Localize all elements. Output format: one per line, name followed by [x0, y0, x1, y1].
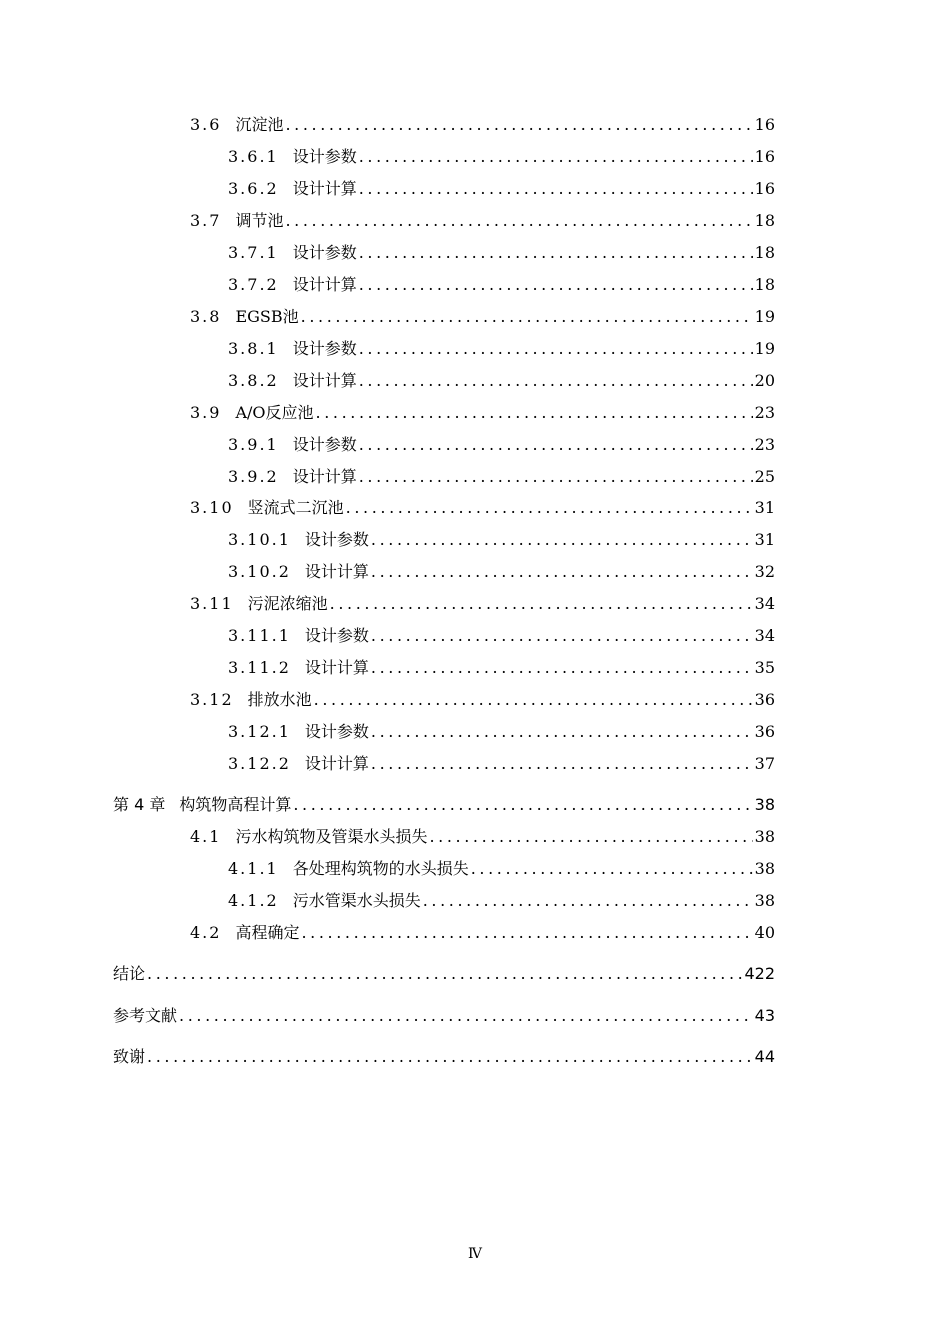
toc-entry-number: 3.6.2 — [228, 179, 279, 198]
toc-entry-page: 38 — [754, 795, 775, 814]
toc-entry-number: 3.11 — [190, 594, 234, 613]
toc-entry-number: 3.10.1 — [228, 530, 291, 549]
toc-entry-title: 构筑物高程计算 — [179, 795, 292, 814]
toc-entry-number: 3.12 — [190, 690, 234, 709]
toc-entry-page: 36 — [754, 690, 775, 709]
toc-entry-page: 422 — [744, 964, 775, 983]
toc-entry-page: 19 — [754, 339, 775, 358]
toc-entry-number: 3.10 — [190, 498, 234, 517]
toc-entry[interactable] — [113, 963, 775, 985]
toc-entry-title: 各处理构筑物的水头损失 — [292, 859, 469, 878]
toc-entry[interactable] — [190, 593, 775, 615]
toc-leader-dots — [147, 1046, 753, 1068]
toc-entry-number: 3.11.2 — [228, 658, 291, 677]
toc-leader-dots — [285, 210, 752, 232]
toc-entry[interactable] — [113, 794, 775, 816]
toc-leader-dots — [359, 370, 753, 392]
toc-entry-number: 4.2 — [190, 923, 222, 942]
toc-entry-number: 3.8.2 — [228, 371, 279, 390]
toc-entry-title: 致谢 — [113, 1047, 146, 1066]
toc-entry-number: 3.9.2 — [228, 467, 279, 486]
page-number-footer: Ⅳ — [468, 1246, 482, 1262]
toc-entry-number: 3.7.2 — [228, 275, 279, 294]
toc-leader-dots — [371, 529, 753, 551]
toc-entry-page: 16 — [754, 147, 775, 166]
toc-entry[interactable] — [113, 1005, 775, 1027]
toc-entry[interactable] — [228, 721, 775, 743]
toc-entry-title: 设计参数 — [292, 435, 357, 454]
toc-entry-number: 3.6 — [190, 115, 222, 134]
toc-entry[interactable] — [228, 625, 775, 647]
toc-entry-number: 3.6.1 — [228, 147, 279, 166]
toc-entry[interactable] — [190, 497, 775, 519]
toc-leader-dots — [359, 434, 753, 456]
toc-entry[interactable] — [190, 402, 775, 424]
toc-entry-title: 设计计算 — [304, 658, 369, 677]
toc-entry[interactable] — [190, 114, 775, 136]
toc-leader-dots — [147, 963, 742, 985]
toc-entry-page: 38 — [754, 859, 775, 878]
toc-entry[interactable] — [190, 210, 775, 232]
toc-entry-title: EGSB池 — [235, 307, 299, 326]
toc-entry[interactable] — [113, 1046, 775, 1068]
toc-entry-title: 结论 — [113, 964, 146, 983]
toc-leader-dots — [471, 858, 753, 880]
toc-entry-page: 16 — [754, 115, 775, 134]
toc-entry-number: 4.1 — [190, 827, 222, 846]
toc-entry-page: 18 — [754, 275, 775, 294]
toc-leader-dots — [371, 625, 753, 647]
toc-entry-title: 设计参数 — [304, 530, 369, 549]
toc-leader-dots — [359, 242, 753, 264]
toc-entry-page: 23 — [754, 435, 775, 454]
toc-entry-title: 设计参数 — [304, 626, 369, 645]
toc-entry-number: 3.12.2 — [228, 754, 291, 773]
toc-entry-title: 污水构筑物及管渠水头损失 — [235, 827, 428, 846]
toc-entry[interactable] — [228, 753, 775, 775]
toc-leader-dots — [285, 114, 752, 136]
toc-entry-page: 38 — [754, 891, 775, 910]
toc-entry[interactable] — [228, 178, 775, 200]
toc-entry-number: 3.11.1 — [228, 626, 291, 645]
toc-entry-title: 设计参数 — [292, 147, 357, 166]
toc-entry-page: 44 — [754, 1047, 775, 1066]
toc-entry-page: 34 — [754, 594, 775, 613]
toc-leader-dots — [346, 497, 753, 519]
toc-entry-page: 34 — [754, 626, 775, 645]
toc-entry[interactable] — [190, 826, 775, 848]
toc-entry-page: 36 — [754, 722, 775, 741]
toc-entry-page: 40 — [754, 923, 775, 942]
toc-leader-dots — [359, 274, 753, 296]
toc-entry[interactable] — [228, 370, 775, 392]
toc-entry[interactable] — [228, 561, 775, 583]
toc-leader-dots — [423, 890, 753, 912]
toc-entry-title: 排放水池 — [247, 690, 312, 709]
toc-entry-title: 沉淀池 — [235, 115, 284, 134]
toc-leader-dots — [359, 466, 753, 488]
toc-entry-page: 32 — [754, 562, 775, 581]
toc-entry-number: 3.7 — [190, 211, 222, 230]
toc-entry[interactable] — [190, 306, 775, 328]
toc-entry-page: 18 — [754, 211, 775, 230]
toc-entry[interactable] — [228, 434, 775, 456]
toc-entry-title: 调节池 — [235, 211, 284, 230]
toc-entry-number: 3.8 — [190, 307, 222, 326]
toc-leader-dots — [314, 689, 753, 711]
toc-entry-title: 设计参数 — [292, 243, 357, 262]
toc-entry-number: 第 4 章 — [113, 795, 166, 814]
toc-leader-dots — [371, 561, 753, 583]
toc-entry-title: 设计计算 — [292, 275, 357, 294]
toc-entry-title: 设计参数 — [292, 339, 357, 358]
toc-leader-dots — [371, 657, 753, 679]
toc-entry-title: 设计参数 — [304, 722, 369, 741]
toc-entry-title: 设计计算 — [292, 467, 357, 486]
toc-leader-dots — [301, 306, 753, 328]
toc-leader-dots — [371, 753, 753, 775]
toc-entry[interactable] — [228, 466, 775, 488]
toc-entry-title: 参考文献 — [113, 1006, 178, 1025]
toc-entry-page: 31 — [754, 498, 775, 517]
toc-entry-title: 设计计算 — [304, 562, 369, 581]
toc-leader-dots — [301, 922, 752, 944]
toc-leader-dots — [179, 1005, 753, 1027]
toc-entry-number: 3.9.1 — [228, 435, 279, 454]
toc-entry[interactable] — [190, 922, 775, 944]
toc-entry[interactable] — [228, 529, 775, 551]
toc-entry[interactable] — [228, 146, 775, 168]
toc-entry-title: 竖流式二沉池 — [247, 498, 344, 517]
toc-entry-title: 污泥浓缩池 — [247, 594, 328, 613]
toc-entry-page: 18 — [754, 243, 775, 262]
toc-entry-title: 设计计算 — [292, 371, 357, 390]
toc-entry-page: 31 — [754, 530, 775, 549]
toc-entry[interactable] — [228, 338, 775, 360]
toc-entry[interactable] — [228, 274, 775, 296]
toc-entry-number: 3.8.1 — [228, 339, 279, 358]
toc-entry[interactable] — [190, 689, 775, 711]
toc-entry[interactable] — [228, 657, 775, 679]
toc-entry-page: 37 — [754, 754, 775, 773]
toc-leader-dots — [316, 402, 753, 424]
toc-entry[interactable] — [228, 242, 775, 264]
toc-entry-title: A/O反应池 — [235, 403, 314, 422]
toc-entry-page: 43 — [754, 1006, 775, 1025]
toc-entry-title: 设计计算 — [292, 179, 357, 198]
toc-leader-dots — [330, 593, 753, 615]
toc-leader-dots — [359, 178, 753, 200]
toc-entry-number: 3.9 — [190, 403, 222, 422]
toc-leader-dots — [371, 721, 753, 743]
toc-entry[interactable] — [228, 890, 775, 912]
toc-entry-page: 25 — [754, 467, 775, 486]
toc-entry-number: 3.12.1 — [228, 722, 291, 741]
toc-entry[interactable] — [228, 858, 775, 880]
toc-entry-title: 设计计算 — [304, 754, 369, 773]
toc-entry-number: 4.1.2 — [228, 891, 279, 910]
toc-entry-page: 20 — [754, 371, 775, 390]
toc-entry-title: 高程确定 — [235, 923, 300, 942]
toc-leader-dots — [359, 146, 753, 168]
toc-entry-number: 3.10.2 — [228, 562, 291, 581]
toc-entry-page: 38 — [754, 827, 775, 846]
toc-entry-title: 污水管渠水头损失 — [292, 891, 421, 910]
toc-entry-page: 23 — [754, 403, 775, 422]
toc-entry-page: 35 — [754, 658, 775, 677]
toc-entry-page: 16 — [754, 179, 775, 198]
toc-entry-number: 4.1.1 — [228, 859, 279, 878]
toc-leader-dots — [359, 338, 753, 360]
toc-entry-page: 19 — [754, 307, 775, 326]
toc-leader-dots — [429, 826, 752, 848]
toc-leader-dots — [293, 794, 752, 816]
toc-entry-number: 3.7.1 — [228, 243, 279, 262]
